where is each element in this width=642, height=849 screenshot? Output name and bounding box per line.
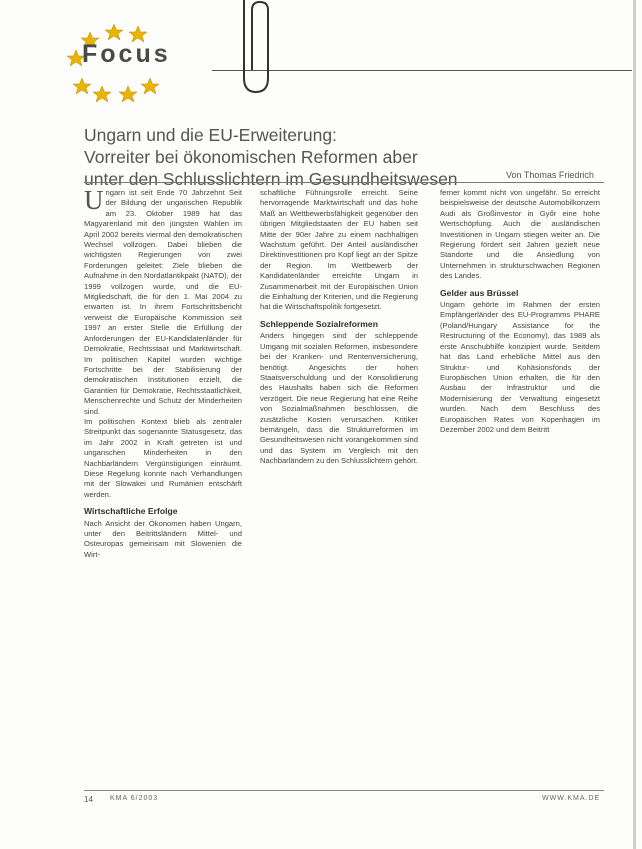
page-number: 14: [84, 795, 93, 804]
headline-line-2: Vorreiter bei ökonomischen Reformen aber: [84, 147, 418, 167]
paragraph: Ungarn gehörte im Rahmen der ersten Empfängerländer des EU-Programms PHARE (Poland/Hungary Assistance for the Restructuring of the Economy), das 1989 als erste Anschubhilfe konzipiert wurde. Seitdem hat das Land erhebliche Mittel aus den Struktur- und Kohäsionsfonds der Europäischen Union erhalten, die für den Ausbau der Infrastruktur und die Modernisierung der Verwaltung eingesetzt wurden. Nach dem Beschluss des Europäischen Rates von Kopenhagen im Dezember 2002 und dem Beitritt: [440, 300, 600, 434]
byline: Von Thomas Friedrich: [506, 170, 594, 180]
paragraph: Ungarn ist seit Ende 70 Jahrzehnt Seit der Bildung der ungarischen Republik am 23. Oktober 1989 hat das Magyarenland mit den jüngsten Wahlen im April 2002 bereits viermal den demokratischen Wechsel vollzogen. Dabei blieben die wichtigsten Regierungen von zwei Forderungen geleitet: Ziele blieben die Aufnahme in den Nordatlantikpakt (NATO), der 1999 vollzogen wurde, und die EU-Mitgliedschaft, die für den 1. Mai 2004 zu erwarten ist. In ihrem Fortschrittsbericht verweist die Europäische Kommission seit 1997 an erster Stelle die Erfüllung der Anforderungen der EU-Kandidatenländer für Demokratie, Rechtsstaat und Marktwirtschaft. Im politischen Kapitel wurden wichtige Fortschritte bei der Stabilisierung der demokratischen Institutionen erzielt, die Garantien für Demokratie, Rechtsstaatlichkeit, Menschenrechte und Schutz der Minderheiten sind.: [84, 185, 242, 416]
paper-clip-icon: [222, 0, 282, 100]
paragraph: Im politischen Kontext blieb als zentraler Streitpunkt das sogenannte Statusgesetz, das im Jahr 2002 in Kraft getreten ist und ungarischen Minderheiten in den Nachbarländern Vergünstigungen einräumt. Diese Regelung konnte nach Verhandlungen mit der Slowakei und Rumänien entschärft werden.: [84, 416, 242, 499]
section-heading: Gelder aus Brüssel: [440, 287, 519, 298]
column-2: [260, 188, 418, 467]
section-heading: Wirtschaftliche Erfolge: [84, 506, 178, 517]
column-1: [84, 185, 242, 560]
headline-line-1: Ungarn und die EU-Erweiterung:: [84, 125, 337, 145]
paragraph: Nach Ansicht der Ökonomen haben Ungarn, unter den Beitrittsländern Mittel- und Osteuropas gemeinsam mit Slowenien die Wirt-: [84, 518, 242, 559]
paragraph: schaftliche Führungsrolle erreicht. Seine hervorragende Marktwirtschaft und das hohe Maß an Wettbewerbsfähigkeit gegenüber den übrigen Mitgliedstaaten der EU haben seit Mitte der 90er Jahre zu einem nachhaltigen Wachstum geführt. Der Anteil ausländischer Direktinvestitionen pro Kopf liegt an der Spitze der Region. Im Wettbewerb der Kandidatenländer erreichte Ungarn in Zusammenarbeit mit der Europäischen Union die Einhaltung der Kriterien, und die Regierung hat die Wirtschaftspolitik fortgesetzt.: [260, 188, 418, 312]
section-heading: Schleppende Sozialreformen: [260, 318, 378, 329]
column-3: [440, 188, 600, 435]
website-url: WWW.KMA.DE: [542, 795, 601, 802]
footer-rule: [84, 790, 604, 791]
article-headline: [84, 124, 604, 190]
magazine-issue: KMA 6/2003: [110, 795, 159, 802]
focus-logo-word: Focus: [82, 40, 171, 68]
paragraph: Anders hingegen sind der schleppende Umgang mit sozialen Reformen, insbesondere bei der Kranken- und Rentenversicherung, benötigt. Angesichts der hohen Staatsverschuldung und der Konsolidierung des Haushalts haben sich die Reformen verzögert. Die neue Regierung hat eine Reihe von Sozialmaßnahmen beschlossen, die zusätzliche Kosten verursachen. Kritiker bemängeln, dass die Strukturreformen im Gesundheitswesen nicht vorangekommen sind und das System im Vergleich mit den Nachbarländern zu den Schlusslichtern gehört.: [260, 331, 418, 466]
paragraph: ferner kommt nicht von ungefähr. So erreicht beispielsweise der deutsche Automobilkonzern Audi als Großinvestor in Győr eine hohe Wertschöpfung. Auch die ausländischen Investitionen in Ungarn stiegen weiter an. Die Regierung fördert seit Jahren gezielt neue Standorte und die Ansiedlung von Unternehmen in strukturschwachen Regionen des Landes.: [440, 188, 600, 281]
headline-line-3: unter den Schlusslichtern im Gesundheitswesen: [84, 169, 458, 189]
headline-rule: [84, 182, 604, 183]
drop-cap: U: [84, 185, 104, 215]
